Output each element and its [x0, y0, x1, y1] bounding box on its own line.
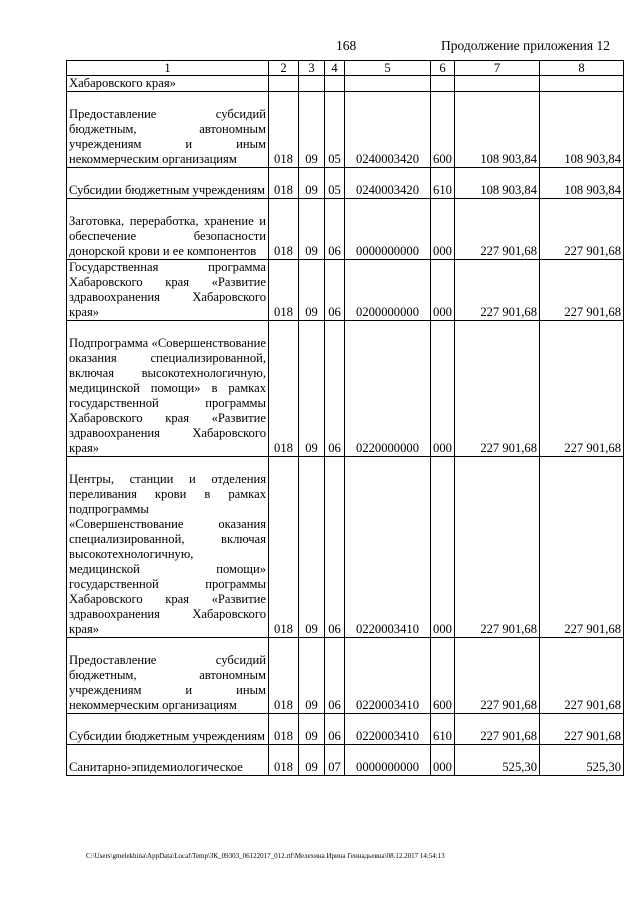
row-name: Санитарно-эпидемиологическое — [67, 745, 269, 776]
cell-col-7 — [455, 76, 540, 92]
cell-col-8: 227 901,68 — [540, 638, 624, 714]
cell-col-6: 600 — [431, 92, 455, 168]
cell-col-6: 000 — [431, 457, 455, 638]
file-path-footer: C:\Users\gmelekhina\AppData\Local\Temp\ЗК_09303_06122017_012.rtf\Мелехина Ирина Геннадьевна\08.12.2017 14:54:13 — [86, 852, 445, 860]
column-header: 8 — [540, 61, 624, 76]
cell-col-2: 018 — [269, 457, 299, 638]
column-header: 1 — [67, 61, 269, 76]
cell-col-4: 07 — [325, 745, 345, 776]
cell-col-8: 525,30 — [540, 745, 624, 776]
cell-col-3: 09 — [299, 638, 325, 714]
table-row — [67, 321, 624, 457]
cell-col-7: 227 901,68 — [455, 457, 540, 638]
cell-col-2: 018 — [269, 260, 299, 321]
cell-col-7: 227 901,68 — [455, 714, 540, 745]
cell-col-3: 09 — [299, 745, 325, 776]
cell-col-3: 09 — [299, 260, 325, 321]
cell-col-4 — [325, 76, 345, 92]
column-header: 2 — [269, 61, 299, 76]
cell-col-4: 06 — [325, 457, 345, 638]
table-row — [67, 199, 624, 260]
table-row — [67, 260, 624, 321]
page-number: 168 — [336, 38, 357, 53]
table-row — [67, 745, 624, 776]
table-row — [67, 638, 624, 714]
cell-col-5: 0220003410 — [345, 714, 431, 745]
cell-col-5: 0000000000 — [345, 745, 431, 776]
row-name: Заготовка, переработка, хранение и обеспечение безопасности донорской крови и ее компонентов — [67, 199, 269, 260]
cell-col-7: 227 901,68 — [455, 638, 540, 714]
cell-col-7: 108 903,84 — [455, 92, 540, 168]
cell-col-8: 108 903,84 — [540, 168, 624, 199]
cell-col-3: 09 — [299, 92, 325, 168]
cell-col-5 — [345, 76, 431, 92]
cell-col-4: 06 — [325, 714, 345, 745]
row-name: Субсидии бюджетным учреждениям — [67, 168, 269, 199]
table-body — [67, 61, 624, 776]
column-header: 6 — [431, 61, 455, 76]
cell-col-5: 0220003410 — [345, 638, 431, 714]
row-name: Государственная программа Хабаровского края «Развитие здравоохранения Хабаровского края» — [67, 260, 269, 321]
cell-col-4: 05 — [325, 92, 345, 168]
cell-col-6: 600 — [431, 638, 455, 714]
cell-col-6: 000 — [431, 745, 455, 776]
cell-col-4: 05 — [325, 168, 345, 199]
cell-col-4: 06 — [325, 199, 345, 260]
cell-col-6: 000 — [431, 321, 455, 457]
cell-col-7: 227 901,68 — [455, 321, 540, 457]
cell-col-3: 09 — [299, 321, 325, 457]
table-header-row — [67, 61, 624, 76]
table-row — [67, 714, 624, 745]
row-name: Подпрограмма «Совершенствование оказания специализированной, включая высокотехнологичную, медицинской помощи» в рамках государственной программы Хабаровского края «Развитие здравоохранения Хабаровского края» — [67, 321, 269, 457]
cell-col-5: 0000000000 — [345, 199, 431, 260]
cell-col-8: 227 901,68 — [540, 321, 624, 457]
table-row — [67, 457, 624, 638]
cell-col-7: 108 903,84 — [455, 168, 540, 199]
cell-col-7: 227 901,68 — [455, 260, 540, 321]
cell-col-7: 525,30 — [455, 745, 540, 776]
budget-table — [66, 60, 624, 776]
cell-col-3: 09 — [299, 199, 325, 260]
row-name: Хабаровского края» — [67, 76, 269, 92]
cell-col-7: 227 901,68 — [455, 199, 540, 260]
cell-col-6: 000 — [431, 260, 455, 321]
cell-col-2: 018 — [269, 638, 299, 714]
column-header: 4 — [325, 61, 345, 76]
cell-col-2: 018 — [269, 199, 299, 260]
row-name: Предоставление субсидий бюджетным, автономным учреждениям и иным некоммерческим организациям — [67, 92, 269, 168]
column-header: 3 — [299, 61, 325, 76]
cell-col-4: 06 — [325, 321, 345, 457]
cell-col-8 — [540, 76, 624, 92]
cell-col-2 — [269, 76, 299, 92]
cell-col-6: 000 — [431, 199, 455, 260]
row-name: Предоставление субсидий бюджетным, автономным учреждениям и иным некоммерческим организациям — [67, 638, 269, 714]
cell-col-6: 610 — [431, 714, 455, 745]
cell-col-8: 227 901,68 — [540, 457, 624, 638]
cell-col-2: 018 — [269, 745, 299, 776]
cell-col-5: 0240003420 — [345, 92, 431, 168]
cell-col-8: 227 901,68 — [540, 199, 624, 260]
cell-col-2: 018 — [269, 714, 299, 745]
table-row — [67, 76, 624, 92]
cell-col-2: 018 — [269, 321, 299, 457]
cell-col-8: 227 901,68 — [540, 260, 624, 321]
cell-col-8: 108 903,84 — [540, 92, 624, 168]
cell-col-5: 0220003410 — [345, 457, 431, 638]
table-row — [67, 92, 624, 168]
column-header: 5 — [345, 61, 431, 76]
cell-col-2: 018 — [269, 92, 299, 168]
cell-col-5: 0200000000 — [345, 260, 431, 321]
continuation-label: Продолжение приложения 12 — [440, 38, 610, 53]
cell-col-6 — [431, 76, 455, 92]
row-name: Субсидии бюджетным учреждениям — [67, 714, 269, 745]
cell-col-3: 09 — [299, 168, 325, 199]
cell-col-3 — [299, 76, 325, 92]
cell-col-8: 227 901,68 — [540, 714, 624, 745]
cell-col-3: 09 — [299, 457, 325, 638]
column-header: 7 — [455, 61, 540, 76]
table-row — [67, 168, 624, 199]
cell-col-6: 610 — [431, 168, 455, 199]
cell-col-3: 09 — [299, 714, 325, 745]
cell-col-4: 06 — [325, 260, 345, 321]
page-header — [0, 38, 640, 58]
row-name: Центры, станции и отделения переливания крови в рамках подпрограммы «Совершенствование оказания специализированной, включая высокотехнологичную, медицинской помощи» государственной программы Хабаровского края «Развитие здравоохранения Хабаровского края» — [67, 457, 269, 638]
cell-col-5: 0220000000 — [345, 321, 431, 457]
cell-col-2: 018 — [269, 168, 299, 199]
cell-col-5: 0240003420 — [345, 168, 431, 199]
cell-col-4: 06 — [325, 638, 345, 714]
